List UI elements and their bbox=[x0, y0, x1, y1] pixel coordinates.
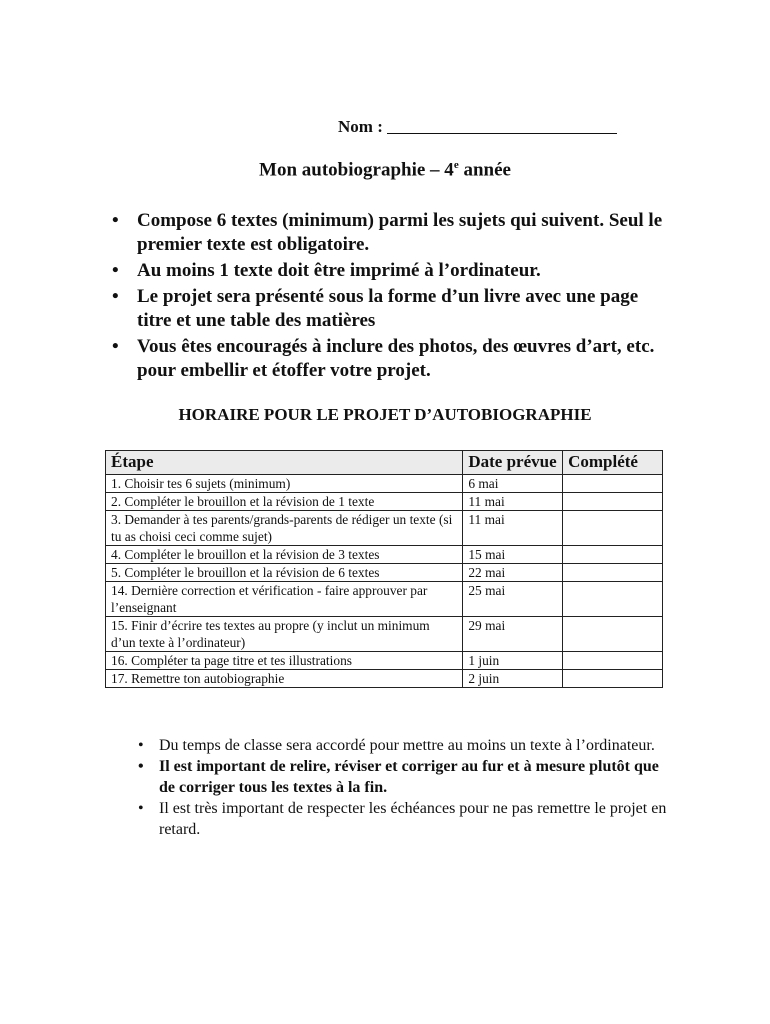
date-cell: 2 juin bbox=[463, 670, 563, 688]
column-header-step: Étape bbox=[106, 451, 463, 475]
completed-cell bbox=[563, 493, 663, 511]
completed-cell bbox=[563, 475, 663, 493]
instruction-text: Compose 6 textes (minimum) parmi les sujets qui suivent. Seul le premier texte est obligatoire. bbox=[137, 210, 663, 255]
table-row bbox=[106, 475, 663, 493]
table-row bbox=[106, 652, 663, 670]
instruction-text: Au moins 1 texte doit être imprimé à l’ordinateur. bbox=[137, 260, 541, 281]
date-cell: 15 mai bbox=[463, 546, 563, 564]
bullet-icon: • bbox=[112, 260, 119, 281]
title-prefix: Mon autobiographie – 4 bbox=[259, 159, 454, 181]
step-cell: 4. Compléter le brouillon et la révision de 3 textes bbox=[106, 546, 463, 564]
column-header-completed: Complété bbox=[563, 451, 663, 475]
note-text: Il est important de relire, réviser et corriger au fur et à mesure plutôt que de corriger tous les textes à la fin. bbox=[159, 758, 659, 796]
note-text: Du temps de classe sera accordé pour mettre au moins un texte à l’ordinateur. bbox=[159, 737, 655, 754]
completed-cell bbox=[563, 617, 663, 652]
instruction-text: Vous êtes encouragés à inclure des photos, des œuvres d’art, etc. pour embellir et étoffer votre projet. bbox=[137, 336, 655, 381]
step-cell: 14. Dernière correction et vérification - faire approuver par l’enseignant bbox=[106, 582, 463, 617]
list-item bbox=[112, 335, 672, 383]
step-cell: 1. Choisir tes 6 sujets (minimum) bbox=[106, 475, 463, 493]
list-item bbox=[136, 798, 676, 840]
list-item bbox=[136, 756, 676, 798]
table-row bbox=[106, 617, 663, 652]
table-row bbox=[106, 582, 663, 617]
completed-cell bbox=[563, 670, 663, 688]
name-field bbox=[338, 117, 617, 137]
page-title bbox=[0, 159, 770, 181]
table-row bbox=[106, 511, 663, 546]
table-row bbox=[106, 564, 663, 582]
completed-cell bbox=[563, 652, 663, 670]
step-cell: 5. Compléter le brouillon et la révision de 6 textes bbox=[106, 564, 463, 582]
table-row bbox=[106, 670, 663, 688]
table-row bbox=[106, 493, 663, 511]
date-cell: 1 juin bbox=[463, 652, 563, 670]
completed-cell bbox=[563, 582, 663, 617]
bullet-icon: • bbox=[138, 737, 144, 754]
notes-list bbox=[136, 735, 676, 840]
schedule-title: HORAIRE POUR LE PROJET D’AUTOBIOGRAPHIE bbox=[178, 405, 592, 424]
date-cell: 11 mai bbox=[463, 511, 563, 546]
date-cell: 29 mai bbox=[463, 617, 563, 652]
name-label: Nom : bbox=[338, 117, 383, 136]
step-cell: 3. Demander à tes parents/grands-parents de rédiger un texte (si tu as choisi ceci comme sujet) bbox=[106, 511, 463, 546]
table-row bbox=[106, 546, 663, 564]
date-cell: 6 mai bbox=[463, 475, 563, 493]
table-header-row bbox=[106, 451, 663, 475]
bullet-icon: • bbox=[112, 210, 119, 231]
bullet-icon: • bbox=[138, 758, 144, 775]
instruction-text: Le projet sera présenté sous la forme d’un livre avec une page titre et une table des matières bbox=[137, 286, 639, 331]
completed-cell bbox=[563, 546, 663, 564]
list-item bbox=[112, 285, 672, 333]
completed-cell bbox=[563, 564, 663, 582]
bullet-icon: • bbox=[112, 336, 119, 357]
instructions-list bbox=[112, 209, 672, 385]
note-text: Il est très important de respecter les échéances pour ne pas remettre le projet en retard. bbox=[159, 800, 667, 838]
step-cell: 17. Remettre ton autobiographie bbox=[106, 670, 463, 688]
title-suffix: année bbox=[458, 159, 511, 181]
list-item bbox=[136, 735, 676, 756]
column-header-date: Date prévue bbox=[463, 451, 563, 475]
date-cell: 22 mai bbox=[463, 564, 563, 582]
bullet-icon: • bbox=[138, 800, 144, 817]
name-blank-line bbox=[387, 119, 617, 134]
step-cell: 15. Finir d’écrire tes textes au propre (y inclut un minimum d’un texte à l’ordinateur) bbox=[106, 617, 463, 652]
completed-cell bbox=[563, 511, 663, 546]
title-superscript: e bbox=[453, 159, 459, 171]
schedule-table bbox=[105, 450, 663, 688]
list-item bbox=[112, 209, 672, 257]
date-cell: 25 mai bbox=[463, 582, 563, 617]
step-cell: 16. Compléter ta page titre et tes illustrations bbox=[106, 652, 463, 670]
date-cell: 11 mai bbox=[463, 493, 563, 511]
list-item bbox=[112, 259, 672, 283]
step-cell: 2. Compléter le brouillon et la révision de 1 texte bbox=[106, 493, 463, 511]
bullet-icon: • bbox=[112, 286, 119, 307]
